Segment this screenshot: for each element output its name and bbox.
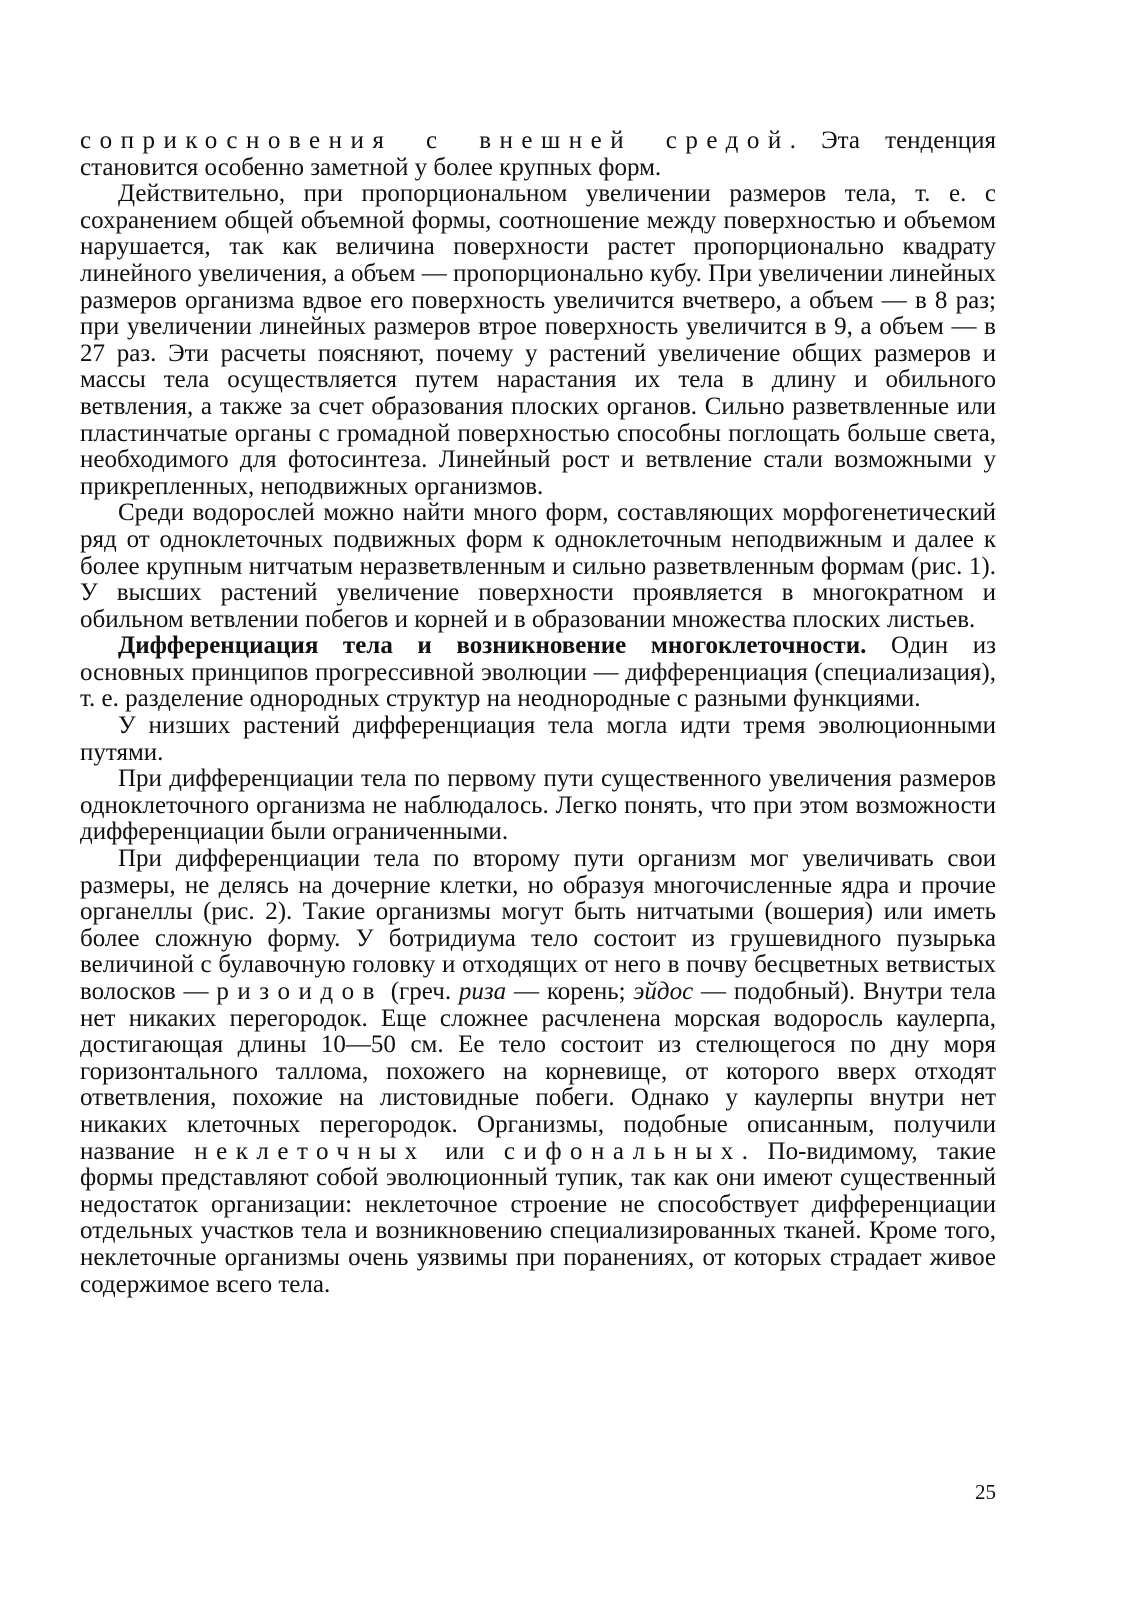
paragraph-second-path [80,846,996,1298]
text-run: (греч. [382,978,459,1005]
text-run: Один из основных принципов прогрессивной эволюции — дифференциация (специализация), т. е. разделение однородных структур на неоднородные с разными функциями. [80,632,996,713]
text-run: или [425,1137,504,1165]
paragraph-algae-series [80,500,996,633]
page-number: 25 [975,1480,996,1504]
text-run: . Эта тенденция становится особенно заметной у более крупных форм. [80,128,996,181]
emphasized-term: сифональных [503,1137,742,1165]
emphasized-term: неклеточных [194,1137,426,1165]
italic-term: риза [458,978,507,1005]
section-heading: Дифференциация тела и возникновение многоклеточности. [118,632,867,660]
text-run: — корень; [506,978,634,1005]
text-run: . По-видимому, такие формы представляют собой эволюционный тупик, так как они имеют существенный недостаток организации: неклеточное строение не способствует дифференциации отдельных участков тела и возникновению специализированных тканей. Кроме того, неклеточные организмы очень уязвимы при поранениях, от которых страдает живое содержимое всего тела. [80,1137,996,1298]
paragraph-three-paths [80,713,996,766]
page-body [80,128,996,1428]
text-run: Среди водорослей можно найти много форм, составляющих морфогенетический ряд от одноклеточных подвижных форм к одноклеточным неподвижным и далее к более крупным нитчатым неразветвленным и сильно разветвленным формам (рис. 1). У высших растений увеличение поверхности проявляется в многократном и обильном ветвлении побегов и корней и в образовании множества плоских листьев. [80,499,996,633]
emphasized-term: соприкосновения с внешней средой [80,128,790,154]
text-run: — подобный). Внутри тела нет никаких перегородок. Еще сложнее расчленена морская водоросль каулерпа, достигающая длины 10—50 см. Ее тело состоит из стелющегося по дну моря горизонтального таллома, похожего на корневище, от которого вверх отходят ответвления, похожие на листовидные побеги. Однако у каулерпы внутри нет никаких клеточных перегородок. Организмы, подобные описанным, получили название [80,978,996,1165]
paragraph-first-path [80,766,996,846]
paragraph-surface-volume [80,181,996,500]
paragraph-surface-contact [80,128,996,181]
emphasized-term: ризоидов [216,978,383,1005]
text-run: У низших растений дифференциация тела могла идти тремя эволюционными путями. [80,712,996,766]
paragraph-differentiation [80,633,996,713]
text-run: При дифференциации тела по первому пути существенного увеличения размеров одноклеточного организма не наблюдалось. Легко понять, что при этом возможности дифференциации были ограниченными. [80,765,996,846]
text-run: Действительно, при пропорциональном увеличении размеров тела, т. е. с сохранением общей объемной формы, соотношение между поверхностью и объемом нарушается, так как величина поверхности растет пропорционально квадрату линейного увеличения, а объем — пропорционально кубу. При увеличении линейных размеров организма вдвое его поверхность увеличится вчетверо, а объем — в 8 раз; при увеличении линейных размеров втрое поверхность увеличится в 9, а объем — в 27 раз. Эти расчеты поясняют, почему у растений увеличение общих размеров и массы тела осуществляется путем нарастания их тела в длину и обильного ветвления, а также за счет образования плоских органов. Сильно разветвленные или пластинчатые органы с громадной поверхностью способны поглощать больше света, необходимого для фотосинтеза. Линейный рост и ветвление стали возможными у прикрепленных, неподвижных организмов. [80,180,996,500]
italic-term: эйдос [633,978,694,1005]
text-run: При дифференциации тела по второму пути организм мог увеличивать свои размеры, не делясь на дочерние клетки, но образуя многочисленные ядра и прочие органеллы (рис. 2). Такие организмы могут быть нитчатыми (вошерия) или иметь более сложную форму. У ботридиума тело состоит из грушевидного пузырька величиной с булавочную головку и отходящих от него в почву бесцветных ветвистых волосков — [80,845,996,1005]
